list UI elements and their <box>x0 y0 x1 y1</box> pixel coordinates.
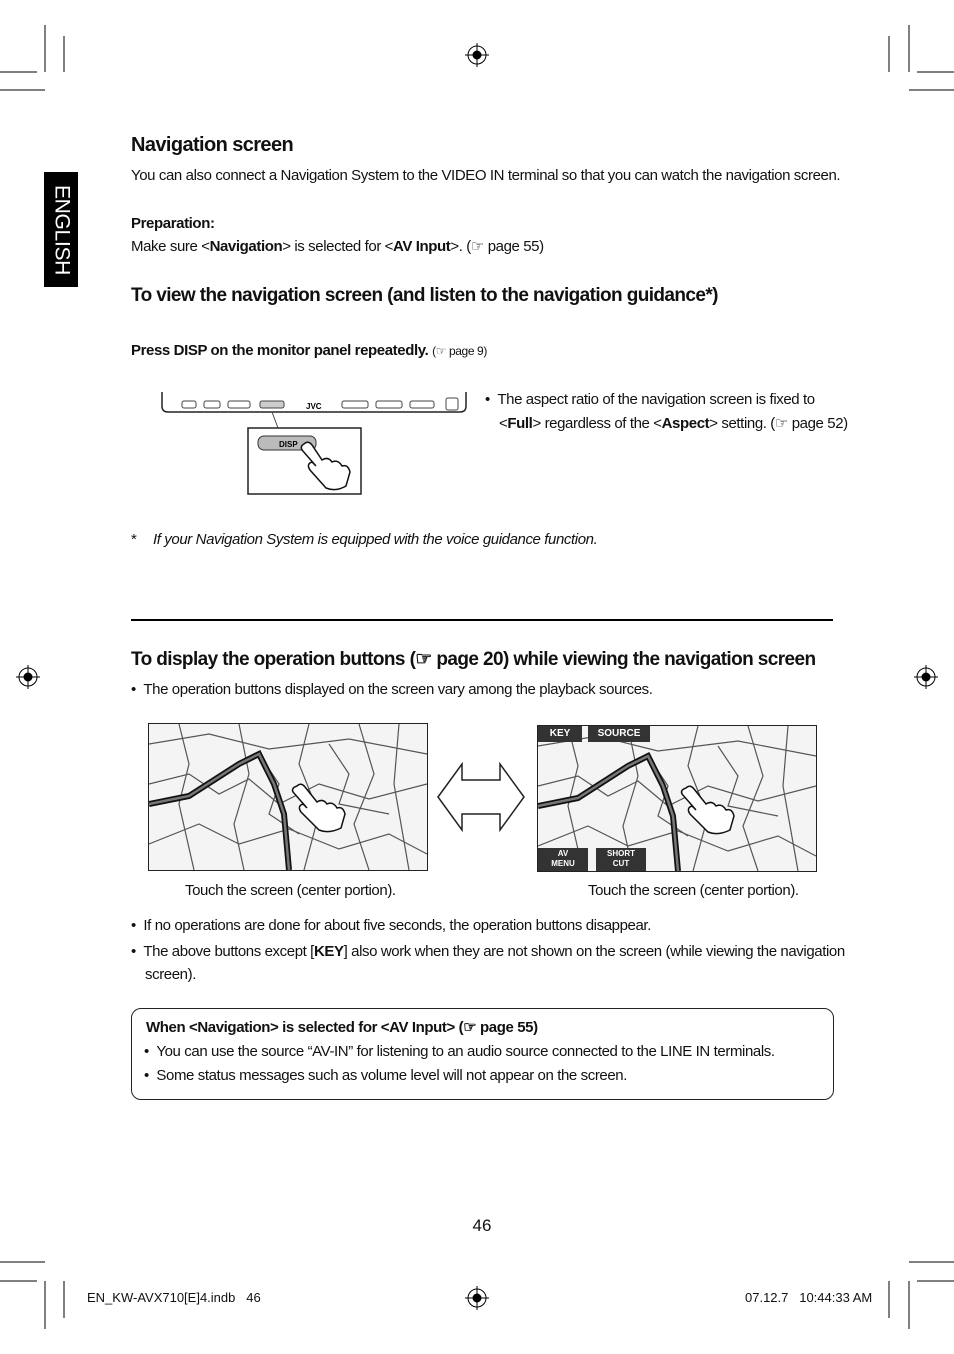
cut-button-label: CUT <box>612 859 630 868</box>
caption-left: Touch the screen (center portion). <box>185 882 396 899</box>
monitor-panel-illustration <box>160 388 470 498</box>
short-cut-button[interactable] <box>596 848 646 871</box>
source-button[interactable] <box>588 726 650 742</box>
navigation-intro: You can also connect a Navigation System to the VIDEO IN terminal so that you can watch the navigation screen. <box>131 167 841 184</box>
operation-buttons-note: • The operation buttons displayed on the screen vary among the playback sources. <box>131 681 653 698</box>
note-box-bullet-1: • You can use the source “AV-IN” for listening to an audio source connected to the LINE IN terminals. <box>144 1043 775 1060</box>
page-number: 46 <box>472 1216 492 1235</box>
footer-file: EN_KW-AVX710[E]4.indb 46 <box>87 1290 261 1305</box>
operation-buttons-heading: To display the operation buttons (☞ page 20) while viewing the navigation screen <box>131 649 816 670</box>
buttons-disappear-note: • If no operations are done for about five seconds, the operation buttons disappear. <box>131 917 651 934</box>
toggle-arrow-icon <box>436 762 526 832</box>
source-button-label: SOURCE <box>597 728 641 739</box>
navigation-map-right[interactable] <box>537 725 817 872</box>
footnote-text: If your Navigation System is equipped with the voice guidance function. <box>153 531 598 548</box>
note-box-bullet-2: • Some status messages such as volume level will not appear on the screen. <box>144 1067 628 1084</box>
map-streets-left <box>149 724 427 870</box>
menu-button-label: MENU <box>551 859 575 868</box>
navigation-map-left[interactable] <box>148 723 428 871</box>
av-button-label: AV <box>557 849 569 858</box>
buttons-work-note: • The above buttons except [KEY] also work when they are not shown on the screen (while viewing the navigation screen). <box>131 943 845 983</box>
footer-timestamp: 07.12.7 10:44:33 AM <box>745 1290 873 1305</box>
registration-mark-left <box>16 665 40 689</box>
av-menu-button[interactable] <box>538 848 588 871</box>
pointing-hand-icon <box>682 786 735 833</box>
registration-mark-bottom <box>465 1286 489 1310</box>
footnote-mark: * <box>131 531 137 548</box>
registration-mark-right <box>914 665 938 689</box>
key-button-label: KEY <box>549 728 571 739</box>
language-tab-label: ENGLISH <box>50 184 74 276</box>
preparation-label: Preparation: <box>131 215 215 232</box>
caption-right: Touch the screen (center portion). <box>588 882 799 899</box>
language-tab <box>44 172 78 287</box>
section-divider <box>131 619 833 621</box>
aspect-ratio-note: • The aspect ratio of the navigation screen is fixed to <Full> regardless of the <Aspect> setting. (☞ page 52) <box>485 391 848 432</box>
disp-button-label: DISP <box>279 440 298 449</box>
key-button[interactable] <box>538 726 582 742</box>
note-box-title: When <Navigation> is selected for <AV Input> (☞ page 55) <box>146 1019 538 1036</box>
view-navigation-heading: To view the navigation screen (and listen to the navigation guidance*) <box>131 285 718 306</box>
panel-brand: JVC <box>306 402 322 411</box>
navigation-screen-heading: Navigation screen <box>131 134 294 156</box>
short-button-label: SHORT <box>607 849 635 858</box>
disp-instruction: Press DISP on the monitor panel repeatedly. (☞ page 9) <box>131 342 487 359</box>
pointing-hand-icon <box>293 784 346 831</box>
preparation-text: Make sure <Navigation> is selected for <AV Input>. (☞ page 55) <box>131 238 544 255</box>
registration-mark-top <box>465 43 489 67</box>
